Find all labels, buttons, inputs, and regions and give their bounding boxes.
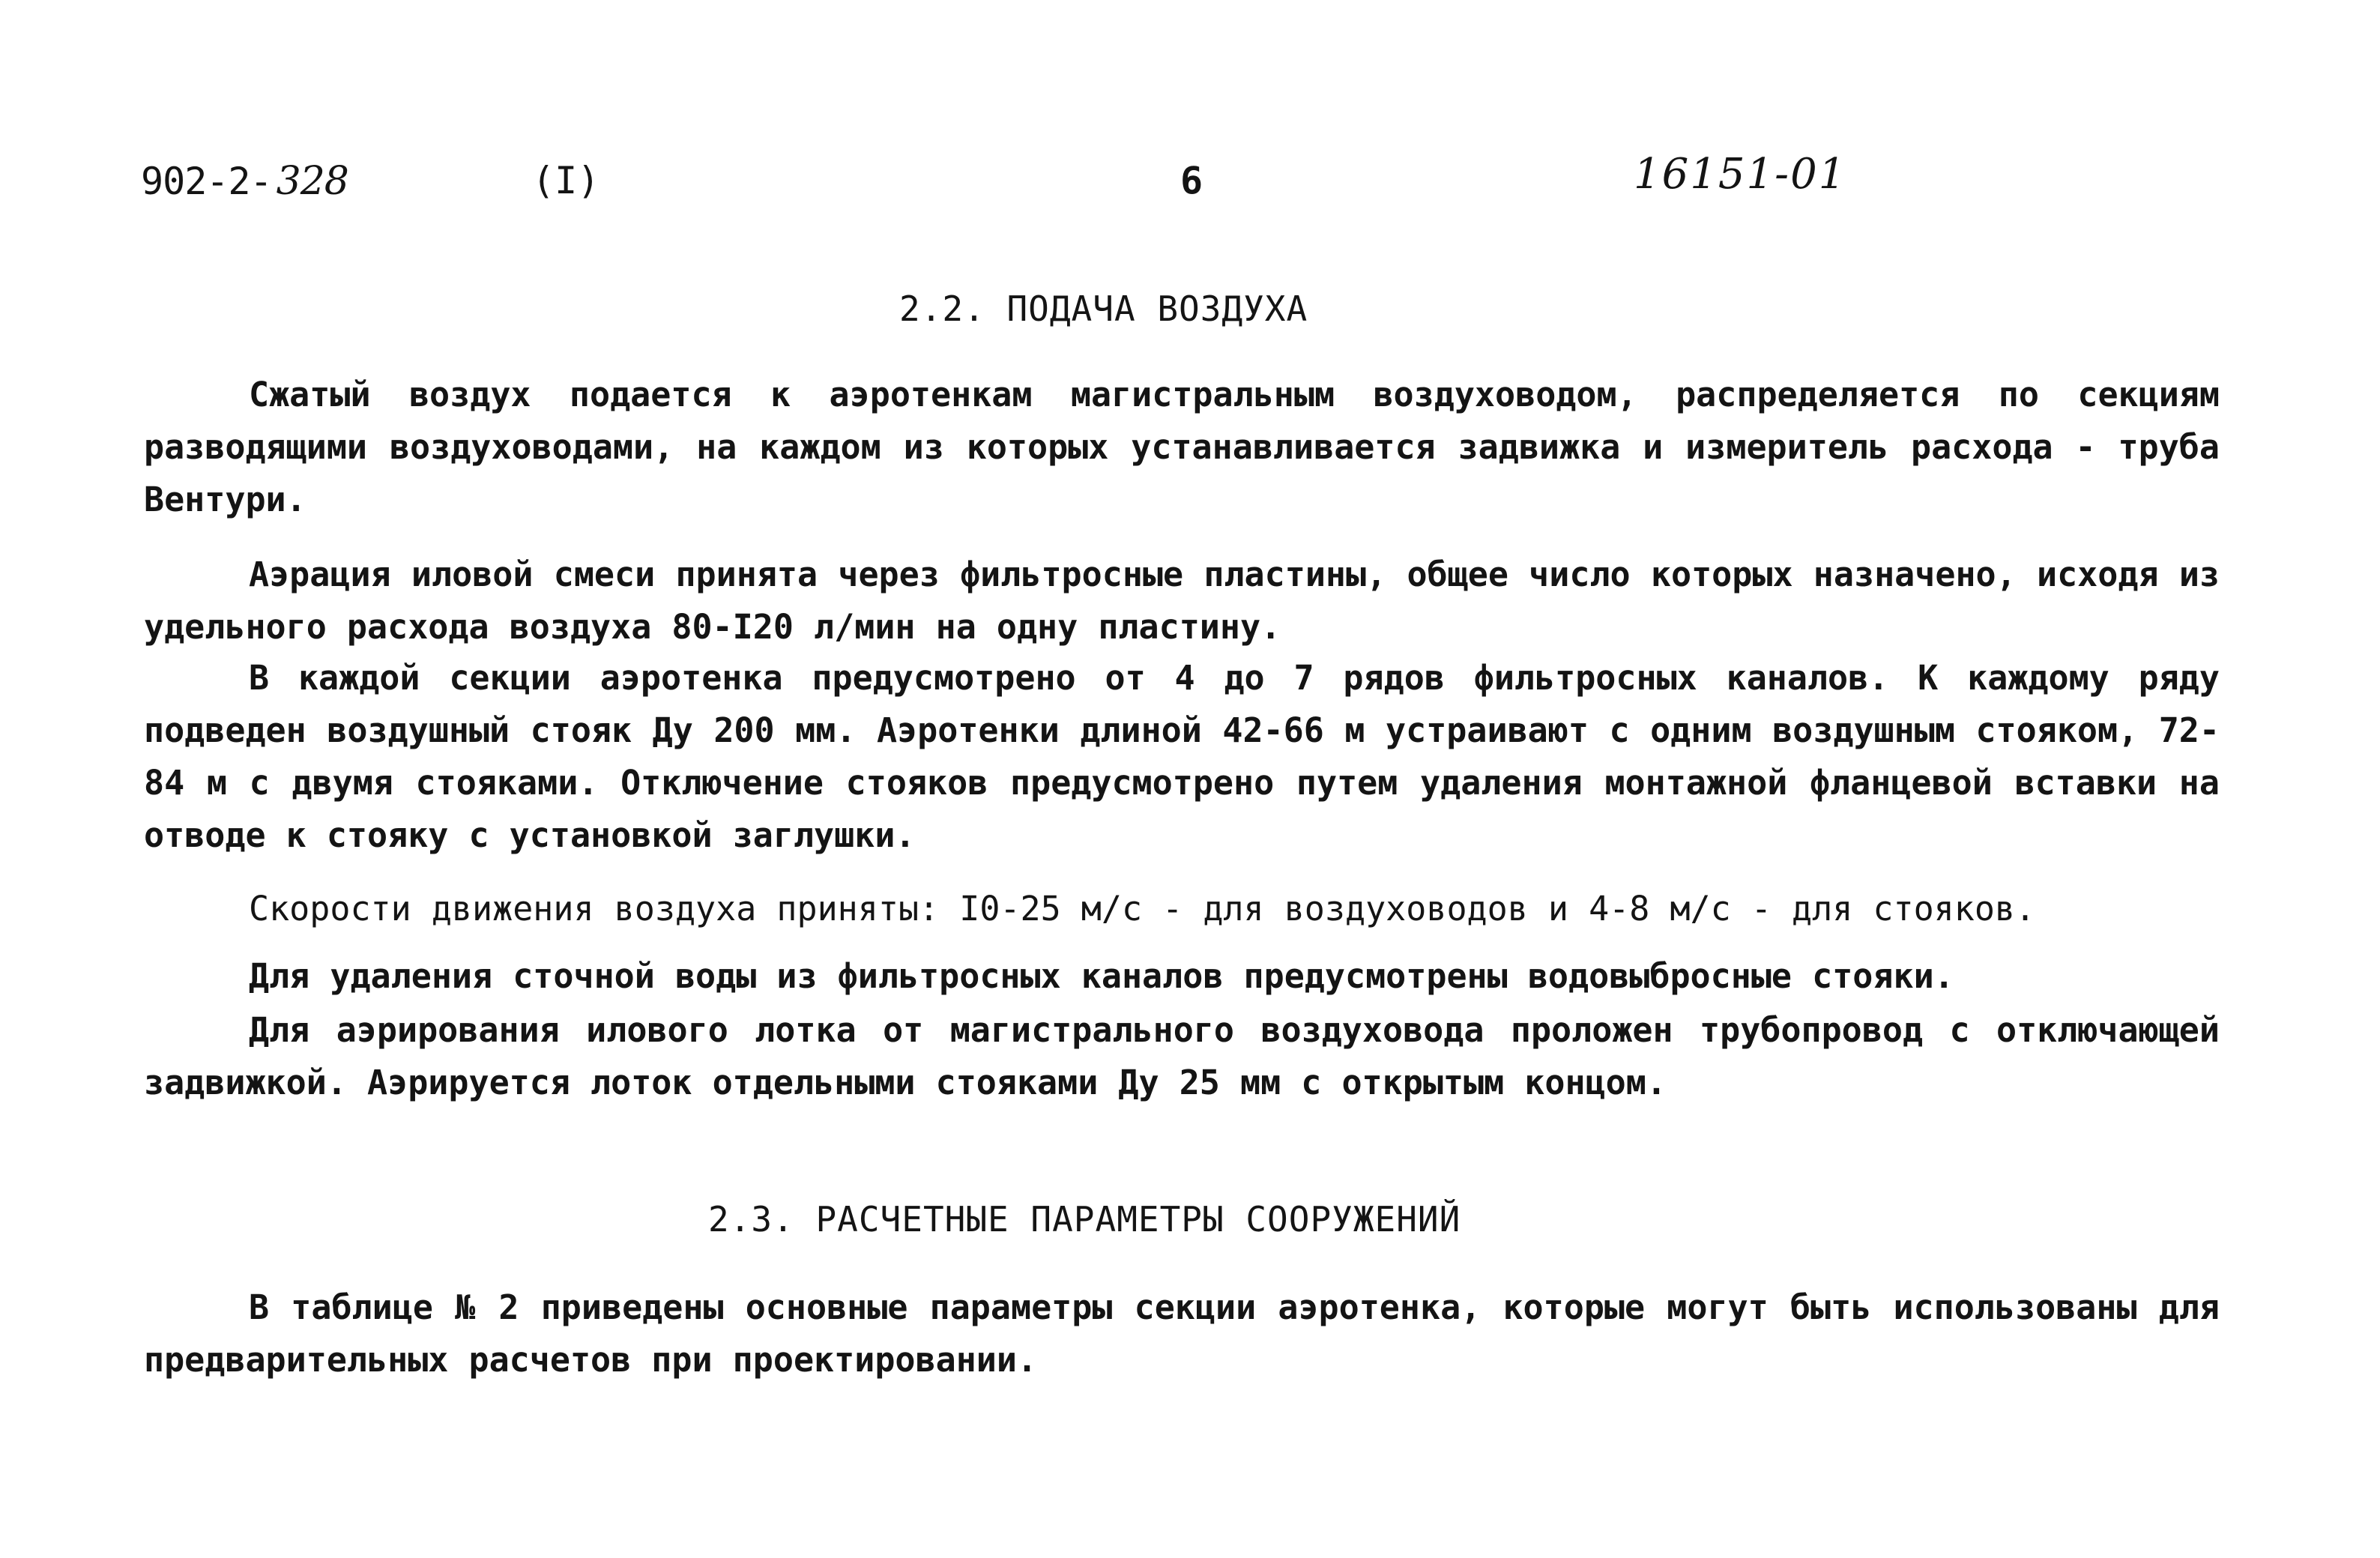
paragraph-aeration [144,549,2220,653]
page-number: 6 [1180,159,1203,202]
document-code [141,159,348,204]
paragraph-text: Скорости движения воздуха приняты: I0-25 м/с - для воздуховодов и 4-8 м/с - для стояков. [249,889,2036,929]
paragraph-text: В каждой секции аэротенка предусмотрено от 4 до 7 рядов фильтросных каналов. К каждому ряду подведен воздушный стояк Ду 200 мм. Аэротенки длиной 42-66 м устраивают с одним воздушным стояком, 72-84 м с двумя стояками. Отключение стояков предусмотрено путем удаления монтажной фланцевой вставки на отводе к стояку с установкой заглушки. [144,658,2220,855]
section-heading-air-supply: 2.2. ПОДАЧА ВОЗДУХА [899,289,1308,329]
paragraph-text: В таблице № 2 приведены основные параметры секции аэротенка, которые могут быть использованы для предварительных расчетов при проектировании. [144,1287,2220,1380]
page-header [0,150,2380,217]
paragraph-text: Для удаления сточной воды из фильтросных каналов предусмотрены водовыбросные стояки. [249,956,1954,996]
paragraph-text: Сжатый воздух подается к аэротенкам магистральным воздуховодом, распределяется по секциям разводящими воздуховодами, на каждом из которых устанавливается задвижка и измеритель расхода - труба Вентури. [144,375,2220,519]
paragraph-table-reference [144,1281,2220,1386]
paragraph-air-velocity [144,883,2220,935]
paragraph-water-removal [144,950,2220,1003]
document-code-prefix: 902-2- [141,160,272,203]
inventory-number: 16151-01 [1634,150,1847,199]
paragraph-filter-channels [144,652,2220,862]
paragraph-sludge-tray [144,1004,2220,1109]
paragraph-compressed-air [144,369,2220,526]
section-heading-design-parameters: 2.3. РАСЧЕТНЫЕ ПАРАМЕТРЫ СООРУЖЕНИЙ [708,1199,1461,1240]
document-code-handwritten: 328 [276,159,348,204]
sheet-note: (I) [532,159,600,202]
paragraph-text: Для аэрирования илового лотка от магистрального воздуховода проложен трубопровод с отключающей задвижкой. Аэрируется лоток отдельными стояками Ду 25 мм с открытым концом. [144,1010,2220,1102]
paragraph-text: Аэрация иловой смеси принята через фильтросные пластины, общее число которых назначено, исходя из удельного расхода воздуха 80-I20 л/мин на одну пластину. [144,555,2220,647]
